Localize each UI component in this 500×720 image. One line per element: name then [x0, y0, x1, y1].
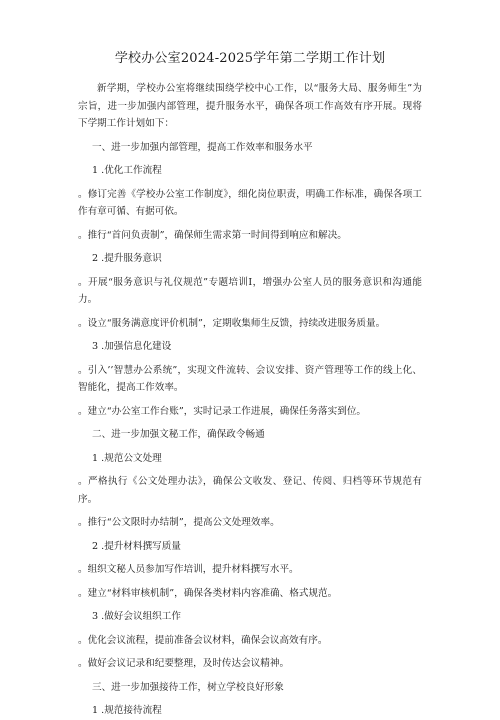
- subsection-heading: 1 .规范公文处理: [92, 452, 162, 464]
- intro-paragraph: 新学期，学校办公室将继续围绕学校中心工作，以“服务大局、服务师生”为宗旨，进一步加强内部管理，提升服务水平，确保各项工作高效有序开展。现将下学期工作计划如下：: [78, 83, 422, 129]
- list-item: 。建立“办公室工作台账”，实时记录工作进展，确保任务落实到位。: [78, 405, 367, 417]
- section-heading: 三、进一步加强接待工作，树立学校良好形象: [92, 681, 284, 693]
- subsection-heading: 3 .加强信息化建设: [92, 341, 172, 352]
- sections-container: [78, 139, 422, 720]
- list-item: 。设立“服务满意度评价机制”，定期收集师生反馈，持续改进服务质量。: [78, 317, 386, 329]
- section-heading: 二、进一步加强文秘工作，确保政令畅通: [92, 429, 265, 440]
- list-item: 。推行“首问负责制”，确保师生需求第一时间得到响应和解决。: [78, 229, 347, 241]
- subsection-heading: 2 .提升服务意识: [92, 253, 162, 264]
- subsection-heading: 1 .规范接待流程: [92, 705, 162, 716]
- subsection-heading: 3 .做好会议组织工作: [92, 611, 181, 622]
- list-item: 。推行“公文限时办结制”，提高公文处理效率。: [78, 517, 280, 528]
- list-item: 。组织文秘人员参加写作培训，提升材料撰写水平。: [78, 564, 299, 575]
- subsection-heading: 1 .优化工作流程: [92, 165, 162, 176]
- list-item: 。优化会议流程，提前准备会议材料，确保会议高效有序。: [78, 634, 328, 646]
- subsection-heading: 2 .提升材料撰写质量: [92, 540, 181, 552]
- list-item: 。做好会议记录和纪要整理，及时传达会议精神。: [78, 658, 290, 669]
- list-item: 。严格执行《公文处理办法》，确保公文收发、登记、传阅、归档等环节规范有序。: [78, 476, 422, 505]
- list-item: 。建立“材料审核机制”，确保各类材料内容准确、格式规范。: [78, 587, 338, 599]
- section-heading: 一、进一步加强内部管理，提高工作效率和服务水平: [92, 141, 313, 153]
- list-item: 。修订完善《学校办公室工作制度》，细化岗位职责，明确工作标准，确保各项工作有章可循、有据可依。: [78, 188, 422, 217]
- list-item: 。引入’’智慧办公系统”，实现文件流转、会议安排、资产管理等工作的线上化、智能化，提高工作效率。: [78, 364, 422, 393]
- list-item: 。开展“服务意识与礼仪规范”专题培训I，增强办公室人员的服务意识和沟通能力。: [78, 276, 422, 305]
- document-title: 学校办公室2024-2025学年第二学期工作计划: [114, 51, 386, 66]
